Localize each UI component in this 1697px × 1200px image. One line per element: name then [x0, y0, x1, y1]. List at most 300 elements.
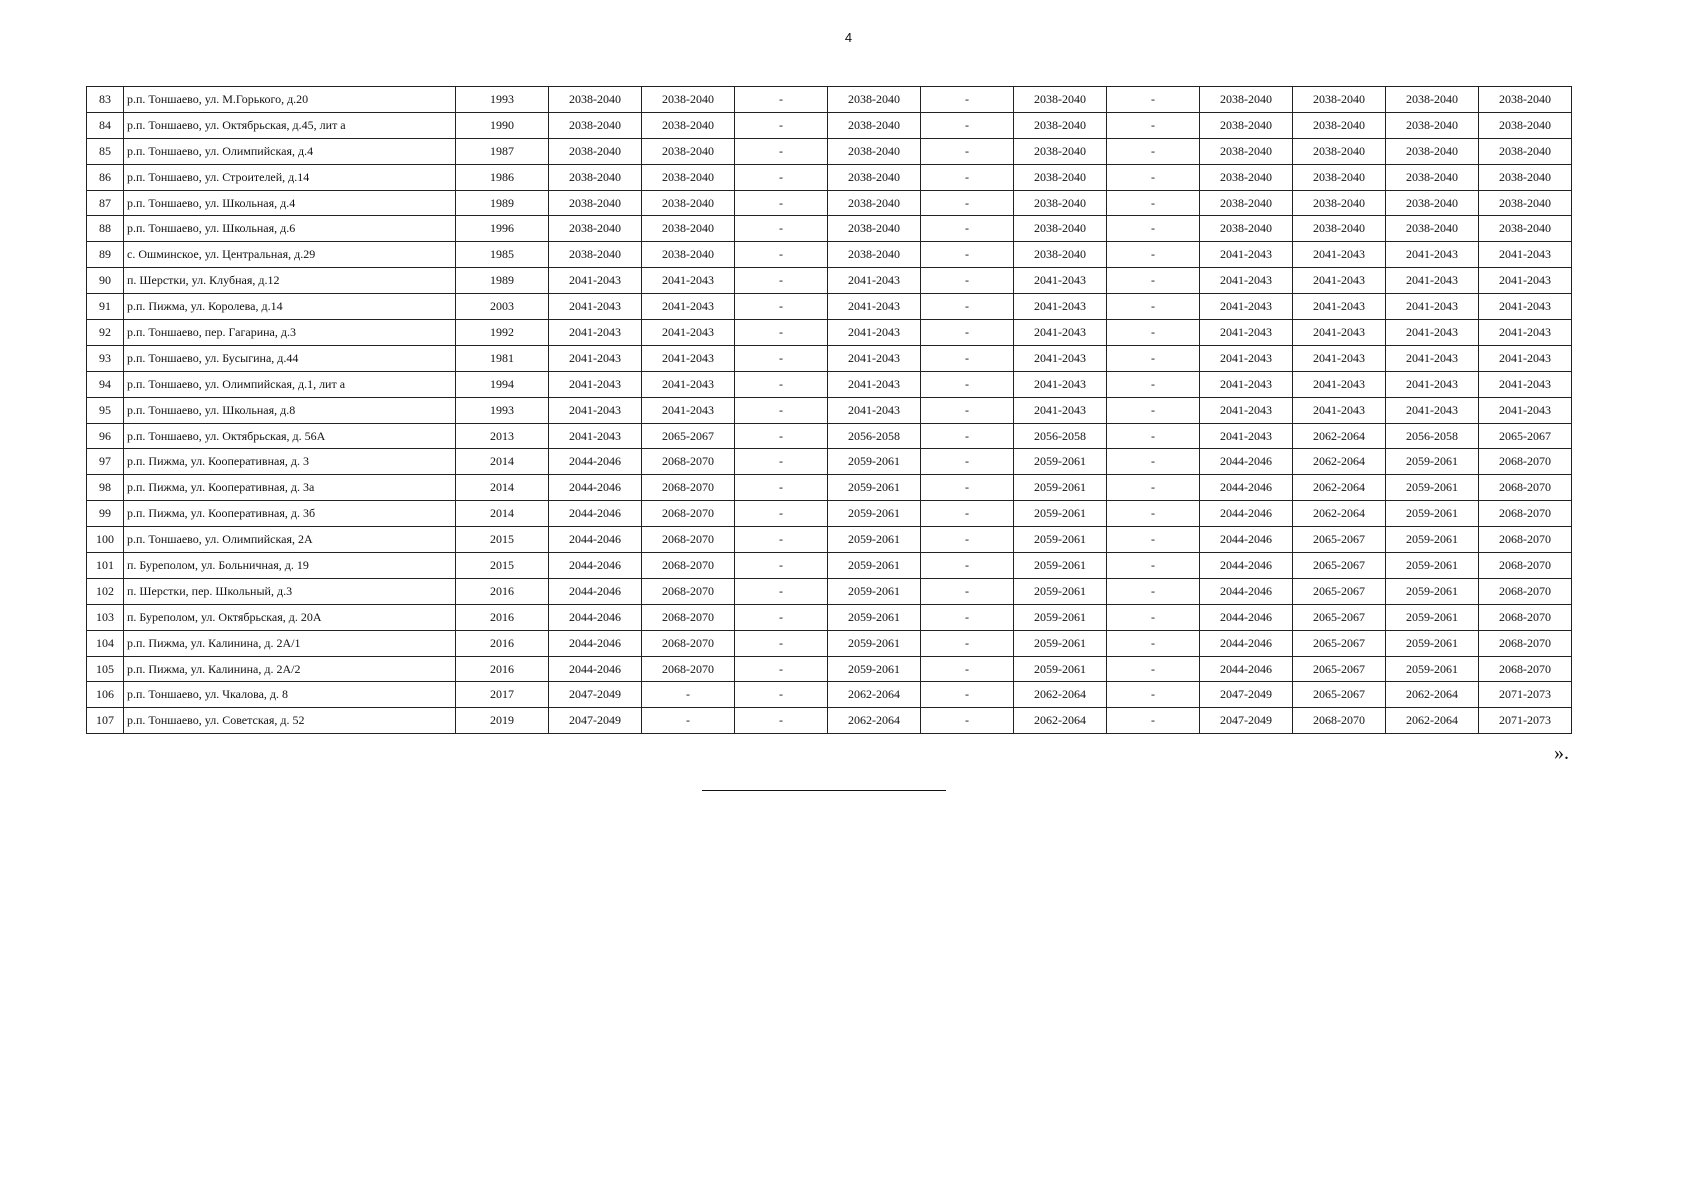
- cell-period-7: -: [1107, 604, 1200, 630]
- cell-row-number: 94: [87, 371, 124, 397]
- cell-period-7: -: [1107, 630, 1200, 656]
- cell-period-10: 2056-2058: [1386, 423, 1479, 449]
- cell-row-number: 87: [87, 190, 124, 216]
- cell-period-7: -: [1107, 708, 1200, 734]
- cell-period-1: 2038-2040: [549, 164, 642, 190]
- cell-row-number: 97: [87, 449, 124, 475]
- cell-period-2: 2041-2043: [642, 294, 735, 320]
- cell-period-4: 2038-2040: [828, 138, 921, 164]
- cell-period-7: -: [1107, 345, 1200, 371]
- cell-period-4: 2038-2040: [828, 164, 921, 190]
- cell-year-built: 1994: [456, 371, 549, 397]
- cell-period-8: 2044-2046: [1200, 449, 1293, 475]
- cell-address: р.п. Тоншаево, ул. Октябрьская, д. 56А: [124, 423, 456, 449]
- cell-period-2: 2068-2070: [642, 578, 735, 604]
- cell-period-3: -: [735, 371, 828, 397]
- cell-period-2: 2038-2040: [642, 190, 735, 216]
- cell-period-2: 2038-2040: [642, 216, 735, 242]
- cell-period-3: -: [735, 320, 828, 346]
- cell-period-4: 2059-2061: [828, 501, 921, 527]
- cell-period-9: 2041-2043: [1293, 242, 1386, 268]
- cell-period-5: -: [921, 216, 1014, 242]
- cell-period-11: 2038-2040: [1479, 216, 1572, 242]
- cell-period-5: -: [921, 682, 1014, 708]
- cell-period-6: 2059-2061: [1014, 630, 1107, 656]
- table-row: [87, 501, 1572, 527]
- cell-period-2: 2041-2043: [642, 397, 735, 423]
- cell-address: р.п. Тоншаево, ул. М.Горького, д.20: [124, 87, 456, 113]
- cell-period-6: 2038-2040: [1014, 87, 1107, 113]
- cell-period-4: 2056-2058: [828, 423, 921, 449]
- table-row: [87, 371, 1572, 397]
- cell-address: р.п. Тоншаево, ул. Советская, д. 52: [124, 708, 456, 734]
- table-row: [87, 320, 1572, 346]
- cell-period-6: 2041-2043: [1014, 268, 1107, 294]
- cell-period-1: 2041-2043: [549, 294, 642, 320]
- cell-period-9: 2041-2043: [1293, 397, 1386, 423]
- cell-period-4: 2038-2040: [828, 112, 921, 138]
- cell-period-1: 2038-2040: [549, 112, 642, 138]
- cell-period-10: 2041-2043: [1386, 268, 1479, 294]
- cell-period-8: 2038-2040: [1200, 190, 1293, 216]
- cell-period-6: 2056-2058: [1014, 423, 1107, 449]
- cell-period-4: 2041-2043: [828, 320, 921, 346]
- cell-period-6: 2041-2043: [1014, 345, 1107, 371]
- cell-year-built: 1993: [456, 87, 549, 113]
- cell-period-3: -: [735, 423, 828, 449]
- cell-period-8: 2044-2046: [1200, 630, 1293, 656]
- cell-period-5: -: [921, 604, 1014, 630]
- cell-period-7: -: [1107, 164, 1200, 190]
- cell-period-10: 2041-2043: [1386, 345, 1479, 371]
- cell-period-10: 2062-2064: [1386, 682, 1479, 708]
- cell-period-1: 2044-2046: [549, 527, 642, 553]
- cell-row-number: 106: [87, 682, 124, 708]
- cell-period-10: 2038-2040: [1386, 216, 1479, 242]
- cell-year-built: 1993: [456, 397, 549, 423]
- cell-year-built: 1989: [456, 268, 549, 294]
- cell-period-10: 2059-2061: [1386, 604, 1479, 630]
- cell-period-3: -: [735, 449, 828, 475]
- cell-period-3: -: [735, 112, 828, 138]
- cell-period-5: -: [921, 708, 1014, 734]
- cell-period-5: -: [921, 87, 1014, 113]
- cell-period-11: 2068-2070: [1479, 475, 1572, 501]
- table-row: [87, 268, 1572, 294]
- cell-period-9: 2038-2040: [1293, 164, 1386, 190]
- cell-period-1: 2044-2046: [549, 449, 642, 475]
- cell-period-8: 2041-2043: [1200, 242, 1293, 268]
- cell-period-9: 2038-2040: [1293, 87, 1386, 113]
- cell-period-8: 2041-2043: [1200, 397, 1293, 423]
- cell-year-built: 2003: [456, 294, 549, 320]
- cell-year-built: 1990: [456, 112, 549, 138]
- cell-period-10: 2041-2043: [1386, 371, 1479, 397]
- table-row: [87, 449, 1572, 475]
- cell-year-built: 1981: [456, 345, 549, 371]
- cell-period-1: 2038-2040: [549, 190, 642, 216]
- cell-period-11: 2041-2043: [1479, 371, 1572, 397]
- cell-period-3: -: [735, 553, 828, 579]
- cell-period-6: 2059-2061: [1014, 578, 1107, 604]
- cell-period-9: 2041-2043: [1293, 268, 1386, 294]
- cell-period-3: -: [735, 268, 828, 294]
- cell-period-9: 2062-2064: [1293, 501, 1386, 527]
- cell-period-6: 2062-2064: [1014, 708, 1107, 734]
- cell-period-9: 2065-2067: [1293, 630, 1386, 656]
- cell-period-7: -: [1107, 138, 1200, 164]
- cell-period-11: 2065-2067: [1479, 423, 1572, 449]
- cell-period-2: 2041-2043: [642, 320, 735, 346]
- cell-year-built: 1992: [456, 320, 549, 346]
- cell-period-11: 2038-2040: [1479, 164, 1572, 190]
- cell-period-2: 2038-2040: [642, 242, 735, 268]
- cell-period-10: 2059-2061: [1386, 630, 1479, 656]
- cell-period-6: 2062-2064: [1014, 682, 1107, 708]
- cell-period-3: -: [735, 630, 828, 656]
- cell-period-9: 2068-2070: [1293, 708, 1386, 734]
- cell-period-11: 2041-2043: [1479, 345, 1572, 371]
- cell-period-4: 2062-2064: [828, 682, 921, 708]
- cell-period-4: 2059-2061: [828, 449, 921, 475]
- cell-period-11: 2068-2070: [1479, 630, 1572, 656]
- cell-year-built: 1986: [456, 164, 549, 190]
- cell-period-4: 2041-2043: [828, 345, 921, 371]
- cell-period-5: -: [921, 630, 1014, 656]
- cell-period-7: -: [1107, 682, 1200, 708]
- cell-row-number: 99: [87, 501, 124, 527]
- cell-period-8: 2038-2040: [1200, 138, 1293, 164]
- cell-period-10: 2059-2061: [1386, 527, 1479, 553]
- cell-year-built: 2015: [456, 553, 549, 579]
- cell-period-4: 2059-2061: [828, 553, 921, 579]
- cell-period-5: -: [921, 656, 1014, 682]
- cell-period-7: -: [1107, 87, 1200, 113]
- cell-period-4: 2059-2061: [828, 604, 921, 630]
- cell-address: р.п. Тоншаево, ул. Олимпийская, д.1, лит а: [124, 371, 456, 397]
- cell-period-7: -: [1107, 320, 1200, 346]
- cell-period-6: 2038-2040: [1014, 242, 1107, 268]
- cell-row-number: 83: [87, 87, 124, 113]
- cell-period-11: 2038-2040: [1479, 190, 1572, 216]
- cell-period-6: 2059-2061: [1014, 604, 1107, 630]
- cell-period-6: 2041-2043: [1014, 294, 1107, 320]
- cell-period-6: 2041-2043: [1014, 320, 1107, 346]
- cell-period-9: 2062-2064: [1293, 423, 1386, 449]
- cell-period-4: 2059-2061: [828, 475, 921, 501]
- cell-year-built: 1987: [456, 138, 549, 164]
- cell-period-10: 2041-2043: [1386, 294, 1479, 320]
- cell-period-10: 2038-2040: [1386, 138, 1479, 164]
- cell-address: р.п. Тоншаево, ул. Олимпийская, 2А: [124, 527, 456, 553]
- cell-row-number: 95: [87, 397, 124, 423]
- cell-period-5: -: [921, 294, 1014, 320]
- table-row: [87, 656, 1572, 682]
- cell-row-number: 107: [87, 708, 124, 734]
- cell-period-5: -: [921, 397, 1014, 423]
- cell-year-built: 2016: [456, 578, 549, 604]
- cell-period-6: 2038-2040: [1014, 190, 1107, 216]
- cell-period-4: 2038-2040: [828, 87, 921, 113]
- cell-period-8: 2044-2046: [1200, 553, 1293, 579]
- cell-period-9: 2065-2067: [1293, 604, 1386, 630]
- cell-period-8: 2044-2046: [1200, 527, 1293, 553]
- page-number: 4: [844, 30, 853, 45]
- cell-period-4: 2038-2040: [828, 216, 921, 242]
- cell-address: п. Шерстки, ул. Клубная, д.12: [124, 268, 456, 294]
- cell-period-2: 2038-2040: [642, 87, 735, 113]
- cell-period-10: 2038-2040: [1386, 112, 1479, 138]
- cell-period-5: -: [921, 578, 1014, 604]
- cell-period-4: 2038-2040: [828, 190, 921, 216]
- cell-row-number: 103: [87, 604, 124, 630]
- cell-period-5: -: [921, 527, 1014, 553]
- cell-period-1: 2044-2046: [549, 604, 642, 630]
- repair-schedule-table: [86, 86, 1572, 734]
- cell-period-3: -: [735, 527, 828, 553]
- cell-period-4: 2041-2043: [828, 371, 921, 397]
- cell-period-2: 2041-2043: [642, 268, 735, 294]
- cell-period-1: 2041-2043: [549, 423, 642, 449]
- cell-period-6: 2038-2040: [1014, 112, 1107, 138]
- cell-period-3: -: [735, 164, 828, 190]
- cell-year-built: 2016: [456, 604, 549, 630]
- cell-period-11: 2068-2070: [1479, 527, 1572, 553]
- cell-period-9: 2062-2064: [1293, 475, 1386, 501]
- cell-period-3: -: [735, 578, 828, 604]
- cell-address: с. Ошминское, ул. Центральная, д.29: [124, 242, 456, 268]
- cell-period-8: 2038-2040: [1200, 216, 1293, 242]
- cell-period-7: -: [1107, 553, 1200, 579]
- cell-period-5: -: [921, 423, 1014, 449]
- cell-period-11: 2041-2043: [1479, 320, 1572, 346]
- cell-period-9: 2041-2043: [1293, 294, 1386, 320]
- table-row: [87, 475, 1572, 501]
- cell-row-number: 98: [87, 475, 124, 501]
- cell-row-number: 88: [87, 216, 124, 242]
- cell-period-10: 2059-2061: [1386, 449, 1479, 475]
- cell-period-5: -: [921, 475, 1014, 501]
- cell-period-7: -: [1107, 112, 1200, 138]
- cell-period-2: 2068-2070: [642, 604, 735, 630]
- cell-year-built: 1985: [456, 242, 549, 268]
- cell-period-2: -: [642, 682, 735, 708]
- cell-period-11: 2038-2040: [1479, 138, 1572, 164]
- cell-period-6: 2059-2061: [1014, 553, 1107, 579]
- cell-year-built: 2016: [456, 630, 549, 656]
- cell-period-5: -: [921, 112, 1014, 138]
- cell-address: р.п. Пижма, ул. Кооперативная, д. 3а: [124, 475, 456, 501]
- cell-address: п. Буреполом, ул. Больничная, д. 19: [124, 553, 456, 579]
- cell-year-built: 2013: [456, 423, 549, 449]
- cell-period-2: 2068-2070: [642, 449, 735, 475]
- cell-address: п. Буреполом, ул. Октябрьская, д. 20А: [124, 604, 456, 630]
- table-row: [87, 294, 1572, 320]
- cell-period-5: -: [921, 371, 1014, 397]
- table-row: [87, 138, 1572, 164]
- cell-period-8: 2038-2040: [1200, 87, 1293, 113]
- cell-year-built: 1989: [456, 190, 549, 216]
- cell-address: р.п. Тоншаево, ул. Школьная, д.4: [124, 190, 456, 216]
- cell-period-3: -: [735, 475, 828, 501]
- cell-period-8: 2047-2049: [1200, 708, 1293, 734]
- cell-period-8: 2041-2043: [1200, 320, 1293, 346]
- cell-period-10: 2038-2040: [1386, 164, 1479, 190]
- cell-period-7: -: [1107, 501, 1200, 527]
- cell-period-5: -: [921, 501, 1014, 527]
- cell-period-1: 2038-2040: [549, 216, 642, 242]
- cell-period-9: 2038-2040: [1293, 138, 1386, 164]
- cell-period-9: 2065-2067: [1293, 578, 1386, 604]
- cell-period-7: -: [1107, 475, 1200, 501]
- table-row: [87, 190, 1572, 216]
- cell-period-1: 2041-2043: [549, 345, 642, 371]
- cell-period-10: 2059-2061: [1386, 553, 1479, 579]
- cell-period-2: -: [642, 708, 735, 734]
- cell-period-11: 2038-2040: [1479, 112, 1572, 138]
- cell-period-10: 2059-2061: [1386, 501, 1479, 527]
- cell-period-3: -: [735, 345, 828, 371]
- table-row: [87, 553, 1572, 579]
- table-row: [87, 216, 1572, 242]
- cell-year-built: 2014: [456, 501, 549, 527]
- cell-period-2: 2065-2067: [642, 423, 735, 449]
- cell-period-5: -: [921, 138, 1014, 164]
- cell-period-9: 2041-2043: [1293, 371, 1386, 397]
- cell-period-11: 2068-2070: [1479, 553, 1572, 579]
- cell-period-1: 2038-2040: [549, 242, 642, 268]
- cell-period-2: 2041-2043: [642, 345, 735, 371]
- cell-year-built: 2014: [456, 449, 549, 475]
- cell-period-3: -: [735, 294, 828, 320]
- table-row: [87, 112, 1572, 138]
- cell-period-5: -: [921, 268, 1014, 294]
- cell-period-10: 2059-2061: [1386, 475, 1479, 501]
- cell-period-5: -: [921, 553, 1014, 579]
- cell-row-number: 105: [87, 656, 124, 682]
- cell-address: р.п. Тоншаево, ул. Октябрьская, д.45, лит а: [124, 112, 456, 138]
- cell-period-3: -: [735, 708, 828, 734]
- cell-period-9: 2062-2064: [1293, 449, 1386, 475]
- cell-period-5: -: [921, 345, 1014, 371]
- table-row: [87, 397, 1572, 423]
- cell-period-5: -: [921, 320, 1014, 346]
- cell-period-1: 2041-2043: [549, 268, 642, 294]
- cell-period-8: 2044-2046: [1200, 604, 1293, 630]
- cell-period-4: 2059-2061: [828, 527, 921, 553]
- table-row: [87, 578, 1572, 604]
- cell-row-number: 84: [87, 112, 124, 138]
- cell-period-9: 2065-2067: [1293, 656, 1386, 682]
- cell-period-7: -: [1107, 397, 1200, 423]
- cell-address: р.п. Пижма, ул. Кооперативная, д. 3: [124, 449, 456, 475]
- cell-period-1: 2047-2049: [549, 708, 642, 734]
- cell-year-built: 2014: [456, 475, 549, 501]
- cell-period-11: 2068-2070: [1479, 449, 1572, 475]
- cell-address: р.п. Тоншаево, ул. Школьная, д.6: [124, 216, 456, 242]
- cell-period-8: 2041-2043: [1200, 345, 1293, 371]
- cell-period-1: 2044-2046: [549, 475, 642, 501]
- cell-period-8: 2044-2046: [1200, 501, 1293, 527]
- cell-row-number: 86: [87, 164, 124, 190]
- cell-period-10: 2059-2061: [1386, 656, 1479, 682]
- cell-period-10: 2041-2043: [1386, 397, 1479, 423]
- cell-period-1: 2044-2046: [549, 630, 642, 656]
- cell-period-10: 2059-2061: [1386, 578, 1479, 604]
- cell-period-6: 2059-2061: [1014, 527, 1107, 553]
- cell-period-10: 2041-2043: [1386, 242, 1479, 268]
- cell-address: п. Шерстки, пер. Школьный, д.3: [124, 578, 456, 604]
- cell-period-11: 2068-2070: [1479, 578, 1572, 604]
- cell-period-6: 2038-2040: [1014, 164, 1107, 190]
- cell-period-8: 2047-2049: [1200, 682, 1293, 708]
- cell-period-11: 2068-2070: [1479, 604, 1572, 630]
- cell-period-1: 2044-2046: [549, 501, 642, 527]
- cell-row-number: 102: [87, 578, 124, 604]
- table-row: [87, 630, 1572, 656]
- cell-period-1: 2044-2046: [549, 656, 642, 682]
- cell-period-3: -: [735, 397, 828, 423]
- cell-period-6: 2041-2043: [1014, 397, 1107, 423]
- cell-period-8: 2041-2043: [1200, 423, 1293, 449]
- cell-address: р.п. Пижма, ул. Кооперативная, д. 3б: [124, 501, 456, 527]
- cell-address: р.п. Пижма, ул. Калинина, д. 2А/2: [124, 656, 456, 682]
- cell-period-11: 2068-2070: [1479, 501, 1572, 527]
- cell-period-5: -: [921, 164, 1014, 190]
- cell-period-1: 2044-2046: [549, 578, 642, 604]
- cell-period-6: 2059-2061: [1014, 501, 1107, 527]
- cell-period-11: 2068-2070: [1479, 656, 1572, 682]
- cell-address: р.п. Тоншаево, ул. Чкалова, д. 8: [124, 682, 456, 708]
- cell-period-7: -: [1107, 294, 1200, 320]
- table-row: [87, 423, 1572, 449]
- cell-period-4: 2038-2040: [828, 242, 921, 268]
- cell-period-11: 2041-2043: [1479, 397, 1572, 423]
- cell-period-5: -: [921, 242, 1014, 268]
- cell-period-3: -: [735, 216, 828, 242]
- closing-quote-mark: ».: [1554, 742, 1569, 764]
- cell-address: р.п. Тоншаево, ул. Строителей, д.14: [124, 164, 456, 190]
- footer-divider: [702, 790, 946, 791]
- cell-period-2: 2068-2070: [642, 630, 735, 656]
- cell-period-3: -: [735, 138, 828, 164]
- cell-period-8: 2044-2046: [1200, 475, 1293, 501]
- cell-period-6: 2038-2040: [1014, 216, 1107, 242]
- cell-period-2: 2068-2070: [642, 527, 735, 553]
- cell-period-7: -: [1107, 527, 1200, 553]
- cell-period-1: 2041-2043: [549, 397, 642, 423]
- cell-period-8: 2038-2040: [1200, 112, 1293, 138]
- table-row: [87, 87, 1572, 113]
- cell-address: р.п. Пижма, ул. Калинина, д. 2А/1: [124, 630, 456, 656]
- cell-period-9: 2065-2067: [1293, 682, 1386, 708]
- table-row: [87, 164, 1572, 190]
- cell-period-10: 2038-2040: [1386, 190, 1479, 216]
- table-body: [87, 87, 1572, 734]
- cell-period-4: 2059-2061: [828, 656, 921, 682]
- cell-period-6: 2038-2040: [1014, 138, 1107, 164]
- cell-period-9: 2041-2043: [1293, 345, 1386, 371]
- cell-period-2: 2068-2070: [642, 553, 735, 579]
- cell-period-7: -: [1107, 242, 1200, 268]
- cell-period-4: 2041-2043: [828, 294, 921, 320]
- cell-period-2: 2041-2043: [642, 371, 735, 397]
- cell-period-1: 2038-2040: [549, 138, 642, 164]
- cell-period-2: 2038-2040: [642, 112, 735, 138]
- cell-period-7: -: [1107, 656, 1200, 682]
- cell-period-8: 2044-2046: [1200, 656, 1293, 682]
- table-row: [87, 242, 1572, 268]
